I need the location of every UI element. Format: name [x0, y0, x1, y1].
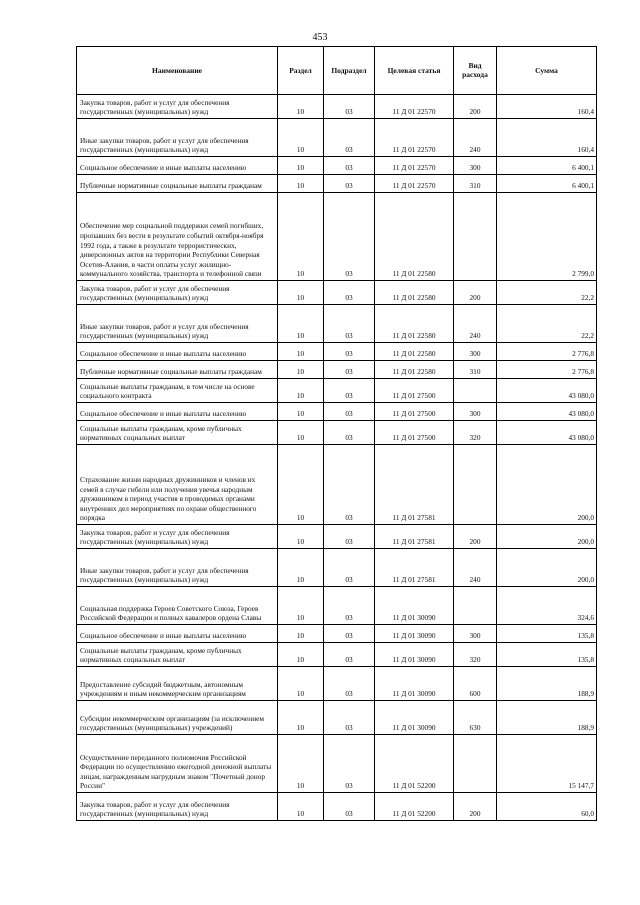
row-vid — [454, 445, 497, 525]
row-summa: 188,9 — [497, 701, 597, 735]
table-row — [77, 587, 597, 625]
header-summa: Сумма — [497, 47, 597, 95]
row-vid: 300 — [454, 625, 497, 643]
row-vid: 320 — [454, 421, 497, 445]
table-row — [77, 625, 597, 643]
row-statya: 11 Д 01 30090 — [375, 587, 454, 625]
row-razdel: 10 — [278, 193, 324, 281]
row-razdel: 10 — [278, 95, 324, 119]
row-name: Социальные выплаты гражданам, кроме публичных нормативных социальных выплат — [77, 421, 278, 445]
row-vid: 630 — [454, 701, 497, 735]
row-summa: 43 080,0 — [497, 403, 597, 421]
table-row — [77, 361, 597, 379]
row-summa: 2 776,8 — [497, 361, 597, 379]
row-vid: 240 — [454, 305, 497, 343]
row-razdel: 10 — [278, 549, 324, 587]
header-vid: Вид расхода — [454, 47, 497, 95]
row-razdel: 10 — [278, 119, 324, 157]
row-name: Социальное обеспечение и иные выплаты населению — [77, 343, 278, 361]
row-podrazdel: 03 — [324, 157, 375, 175]
row-statya: 11 Д 01 27500 — [375, 421, 454, 445]
header-statya: Целевая статья — [375, 47, 454, 95]
row-vid — [454, 735, 497, 793]
row-summa: 135,8 — [497, 625, 597, 643]
row-podrazdel: 03 — [324, 361, 375, 379]
row-razdel: 10 — [278, 281, 324, 305]
table-row — [77, 175, 597, 193]
row-name: Осуществление переданного полномочия Российской Федерации по осуществлению ежегодной денежной выплаты лицам, награжденным нагрудным знаком "Почетный донор России" — [77, 735, 278, 793]
row-podrazdel: 03 — [324, 445, 375, 525]
row-name: Страхование жизни народных дружинников и членов их семей в случае гибели или получения увечья народным дружинником в период участия в проводимых органами внутренних дел мероприятиях по охране общественного порядка — [77, 445, 278, 525]
row-podrazdel: 03 — [324, 525, 375, 549]
row-name: Социальные выплаты гражданам, в том числе на основе социального контракта — [77, 379, 278, 403]
row-statya: 11 Д 01 27581 — [375, 525, 454, 549]
row-podrazdel: 03 — [324, 281, 375, 305]
row-podrazdel: 03 — [324, 305, 375, 343]
row-podrazdel: 03 — [324, 95, 375, 119]
row-podrazdel: 03 — [324, 343, 375, 361]
row-summa: 6 400,1 — [497, 175, 597, 193]
row-podrazdel: 03 — [324, 587, 375, 625]
row-statya: 11 Д 01 52200 — [375, 735, 454, 793]
table-row — [77, 403, 597, 421]
table-row — [77, 701, 597, 735]
row-vid: 240 — [454, 119, 497, 157]
row-vid: 310 — [454, 175, 497, 193]
row-podrazdel: 03 — [324, 403, 375, 421]
table-row — [77, 445, 597, 525]
header-razdel: Раздел — [278, 47, 324, 95]
row-name: Иные закупки товаров, работ и услуг для обеспечения государственных (муниципальных) нужд — [77, 119, 278, 157]
table-row — [77, 525, 597, 549]
row-razdel: 10 — [278, 157, 324, 175]
row-razdel: 10 — [278, 667, 324, 701]
row-podrazdel: 03 — [324, 193, 375, 281]
row-name: Социальная поддержка Героев Советского Союза, Героев Российской Федерации и полных кавалеров ордена Славы — [77, 587, 278, 625]
table-row — [77, 667, 597, 701]
table-row — [77, 119, 597, 157]
row-name: Публичные нормативные социальные выплаты гражданам — [77, 361, 278, 379]
row-name: Публичные нормативные социальные выплаты гражданам — [77, 175, 278, 193]
row-vid — [454, 587, 497, 625]
row-razdel: 10 — [278, 735, 324, 793]
row-summa: 15 147,7 — [497, 735, 597, 793]
row-podrazdel: 03 — [324, 119, 375, 157]
row-statya: 11 Д 01 22580 — [375, 281, 454, 305]
row-vid: 200 — [454, 793, 497, 821]
row-summa: 160,4 — [497, 95, 597, 119]
table-row — [77, 735, 597, 793]
header-row — [77, 47, 597, 95]
row-statya: 11 Д 01 22580 — [375, 361, 454, 379]
row-vid: 240 — [454, 549, 497, 587]
row-summa: 160,4 — [497, 119, 597, 157]
row-podrazdel: 03 — [324, 793, 375, 821]
row-summa: 2 776,8 — [497, 343, 597, 361]
row-summa: 324,6 — [497, 587, 597, 625]
table-row — [77, 421, 597, 445]
row-statya: 11 Д 01 22580 — [375, 305, 454, 343]
row-summa: 60,0 — [497, 793, 597, 821]
row-razdel: 10 — [278, 343, 324, 361]
row-name: Закупка товаров, работ и услуг для обеспечения государственных (муниципальных) нужд — [77, 281, 278, 305]
budget-table — [76, 46, 597, 821]
row-razdel: 10 — [278, 379, 324, 403]
table-row — [77, 549, 597, 587]
row-vid — [454, 193, 497, 281]
row-statya: 11 Д 01 22570 — [375, 119, 454, 157]
row-name: Закупка товаров, работ и услуг для обеспечения государственных (муниципальных) нужд — [77, 525, 278, 549]
row-name: Иные закупки товаров, работ и услуг для обеспечения государственных (муниципальных) нужд — [77, 305, 278, 343]
row-name: Социальное обеспечение и иные выплаты населению — [77, 625, 278, 643]
row-summa: 200,0 — [497, 445, 597, 525]
row-podrazdel: 03 — [324, 643, 375, 667]
row-summa: 200,0 — [497, 525, 597, 549]
row-vid: 320 — [454, 643, 497, 667]
row-razdel: 10 — [278, 361, 324, 379]
row-podrazdel: 03 — [324, 175, 375, 193]
row-vid: 300 — [454, 157, 497, 175]
row-vid: 600 — [454, 667, 497, 701]
table-row — [77, 643, 597, 667]
row-podrazdel: 03 — [324, 421, 375, 445]
row-name: Социальное обеспечение и иные выплаты населению — [77, 157, 278, 175]
table-row — [77, 281, 597, 305]
row-statya: 11 Д 01 30090 — [375, 701, 454, 735]
header-name: Наименование — [77, 47, 278, 95]
row-statya: 11 Д 01 52200 — [375, 793, 454, 821]
row-summa: 200,0 — [497, 549, 597, 587]
row-statya: 11 Д 01 27581 — [375, 445, 454, 525]
row-summa: 22,2 — [497, 305, 597, 343]
row-summa: 2 799,0 — [497, 193, 597, 281]
row-summa: 22,2 — [497, 281, 597, 305]
row-summa: 43 080,0 — [497, 379, 597, 403]
row-vid — [454, 379, 497, 403]
row-name: Закупка товаров, работ и услуг для обеспечения государственных (муниципальных) нужд — [77, 95, 278, 119]
row-statya: 11 Д 01 22580 — [375, 193, 454, 281]
row-podrazdel: 03 — [324, 625, 375, 643]
row-name: Социальные выплаты гражданам, кроме публичных нормативных социальных выплат — [77, 643, 278, 667]
row-podrazdel: 03 — [324, 549, 375, 587]
row-name: Субсидии некоммерческим организациям (за исключением государственных (муниципальных) учреждений) — [77, 701, 278, 735]
row-statya: 11 Д 01 27581 — [375, 549, 454, 587]
row-statya: 11 Д 01 27500 — [375, 403, 454, 421]
row-razdel: 10 — [278, 403, 324, 421]
row-razdel: 10 — [278, 445, 324, 525]
row-name: Социальное обеспечение и иные выплаты населению — [77, 403, 278, 421]
row-podrazdel: 03 — [324, 701, 375, 735]
row-razdel: 10 — [278, 421, 324, 445]
row-statya: 11 Д 01 22570 — [375, 157, 454, 175]
table-row — [77, 95, 597, 119]
row-statya: 11 Д 01 22580 — [375, 343, 454, 361]
row-razdel: 10 — [278, 701, 324, 735]
row-podrazdel: 03 — [324, 735, 375, 793]
header-podrazdel: Подраздел — [324, 47, 375, 95]
row-razdel: 10 — [278, 175, 324, 193]
row-vid: 200 — [454, 95, 497, 119]
row-name: Предоставление субсидий бюджетным, автономным учреждениям и иным некоммерческим организациям — [77, 667, 278, 701]
row-razdel: 10 — [278, 793, 324, 821]
row-podrazdel: 03 — [324, 379, 375, 403]
row-name: Закупка товаров, работ и услуг для обеспечения государственных (муниципальных) нужд — [77, 793, 278, 821]
row-statya: 11 Д 01 27500 — [375, 379, 454, 403]
row-razdel: 10 — [278, 625, 324, 643]
row-vid: 300 — [454, 343, 497, 361]
row-statya: 11 Д 01 30090 — [375, 643, 454, 667]
row-vid: 200 — [454, 525, 497, 549]
row-summa: 135,8 — [497, 643, 597, 667]
row-statya: 11 Д 01 22570 — [375, 175, 454, 193]
row-razdel: 10 — [278, 305, 324, 343]
row-razdel: 10 — [278, 525, 324, 549]
row-name: Иные закупки товаров, работ и услуг для обеспечения государственных (муниципальных) нужд — [77, 549, 278, 587]
table-row — [77, 343, 597, 361]
row-summa: 188,9 — [497, 667, 597, 701]
row-vid: 300 — [454, 403, 497, 421]
row-summa: 6 400,1 — [497, 157, 597, 175]
row-vid: 310 — [454, 361, 497, 379]
page-number: 453 — [312, 32, 328, 43]
row-razdel: 10 — [278, 587, 324, 625]
row-razdel: 10 — [278, 643, 324, 667]
table-row — [77, 193, 597, 281]
row-statya: 11 Д 01 22570 — [375, 95, 454, 119]
row-name: Обеспечение мер социальной поддержки семей погибших, пропавших без вести в результате событий октября-ноября 1992 года, а также в результате террористических, диверсионных актов на территории Республики Северная Осетия-Алания, в части оплаты услуг жилищно-коммунального хозяйства, транспорта и телефонной связи — [77, 193, 278, 281]
row-statya: 11 Д 01 30090 — [375, 667, 454, 701]
row-podrazdel: 03 — [324, 667, 375, 701]
row-vid: 200 — [454, 281, 497, 305]
table-row — [77, 379, 597, 403]
row-summa: 43 080,0 — [497, 421, 597, 445]
table-row — [77, 305, 597, 343]
table-row — [77, 793, 597, 821]
row-statya: 11 Д 01 30090 — [375, 625, 454, 643]
table-row — [77, 157, 597, 175]
